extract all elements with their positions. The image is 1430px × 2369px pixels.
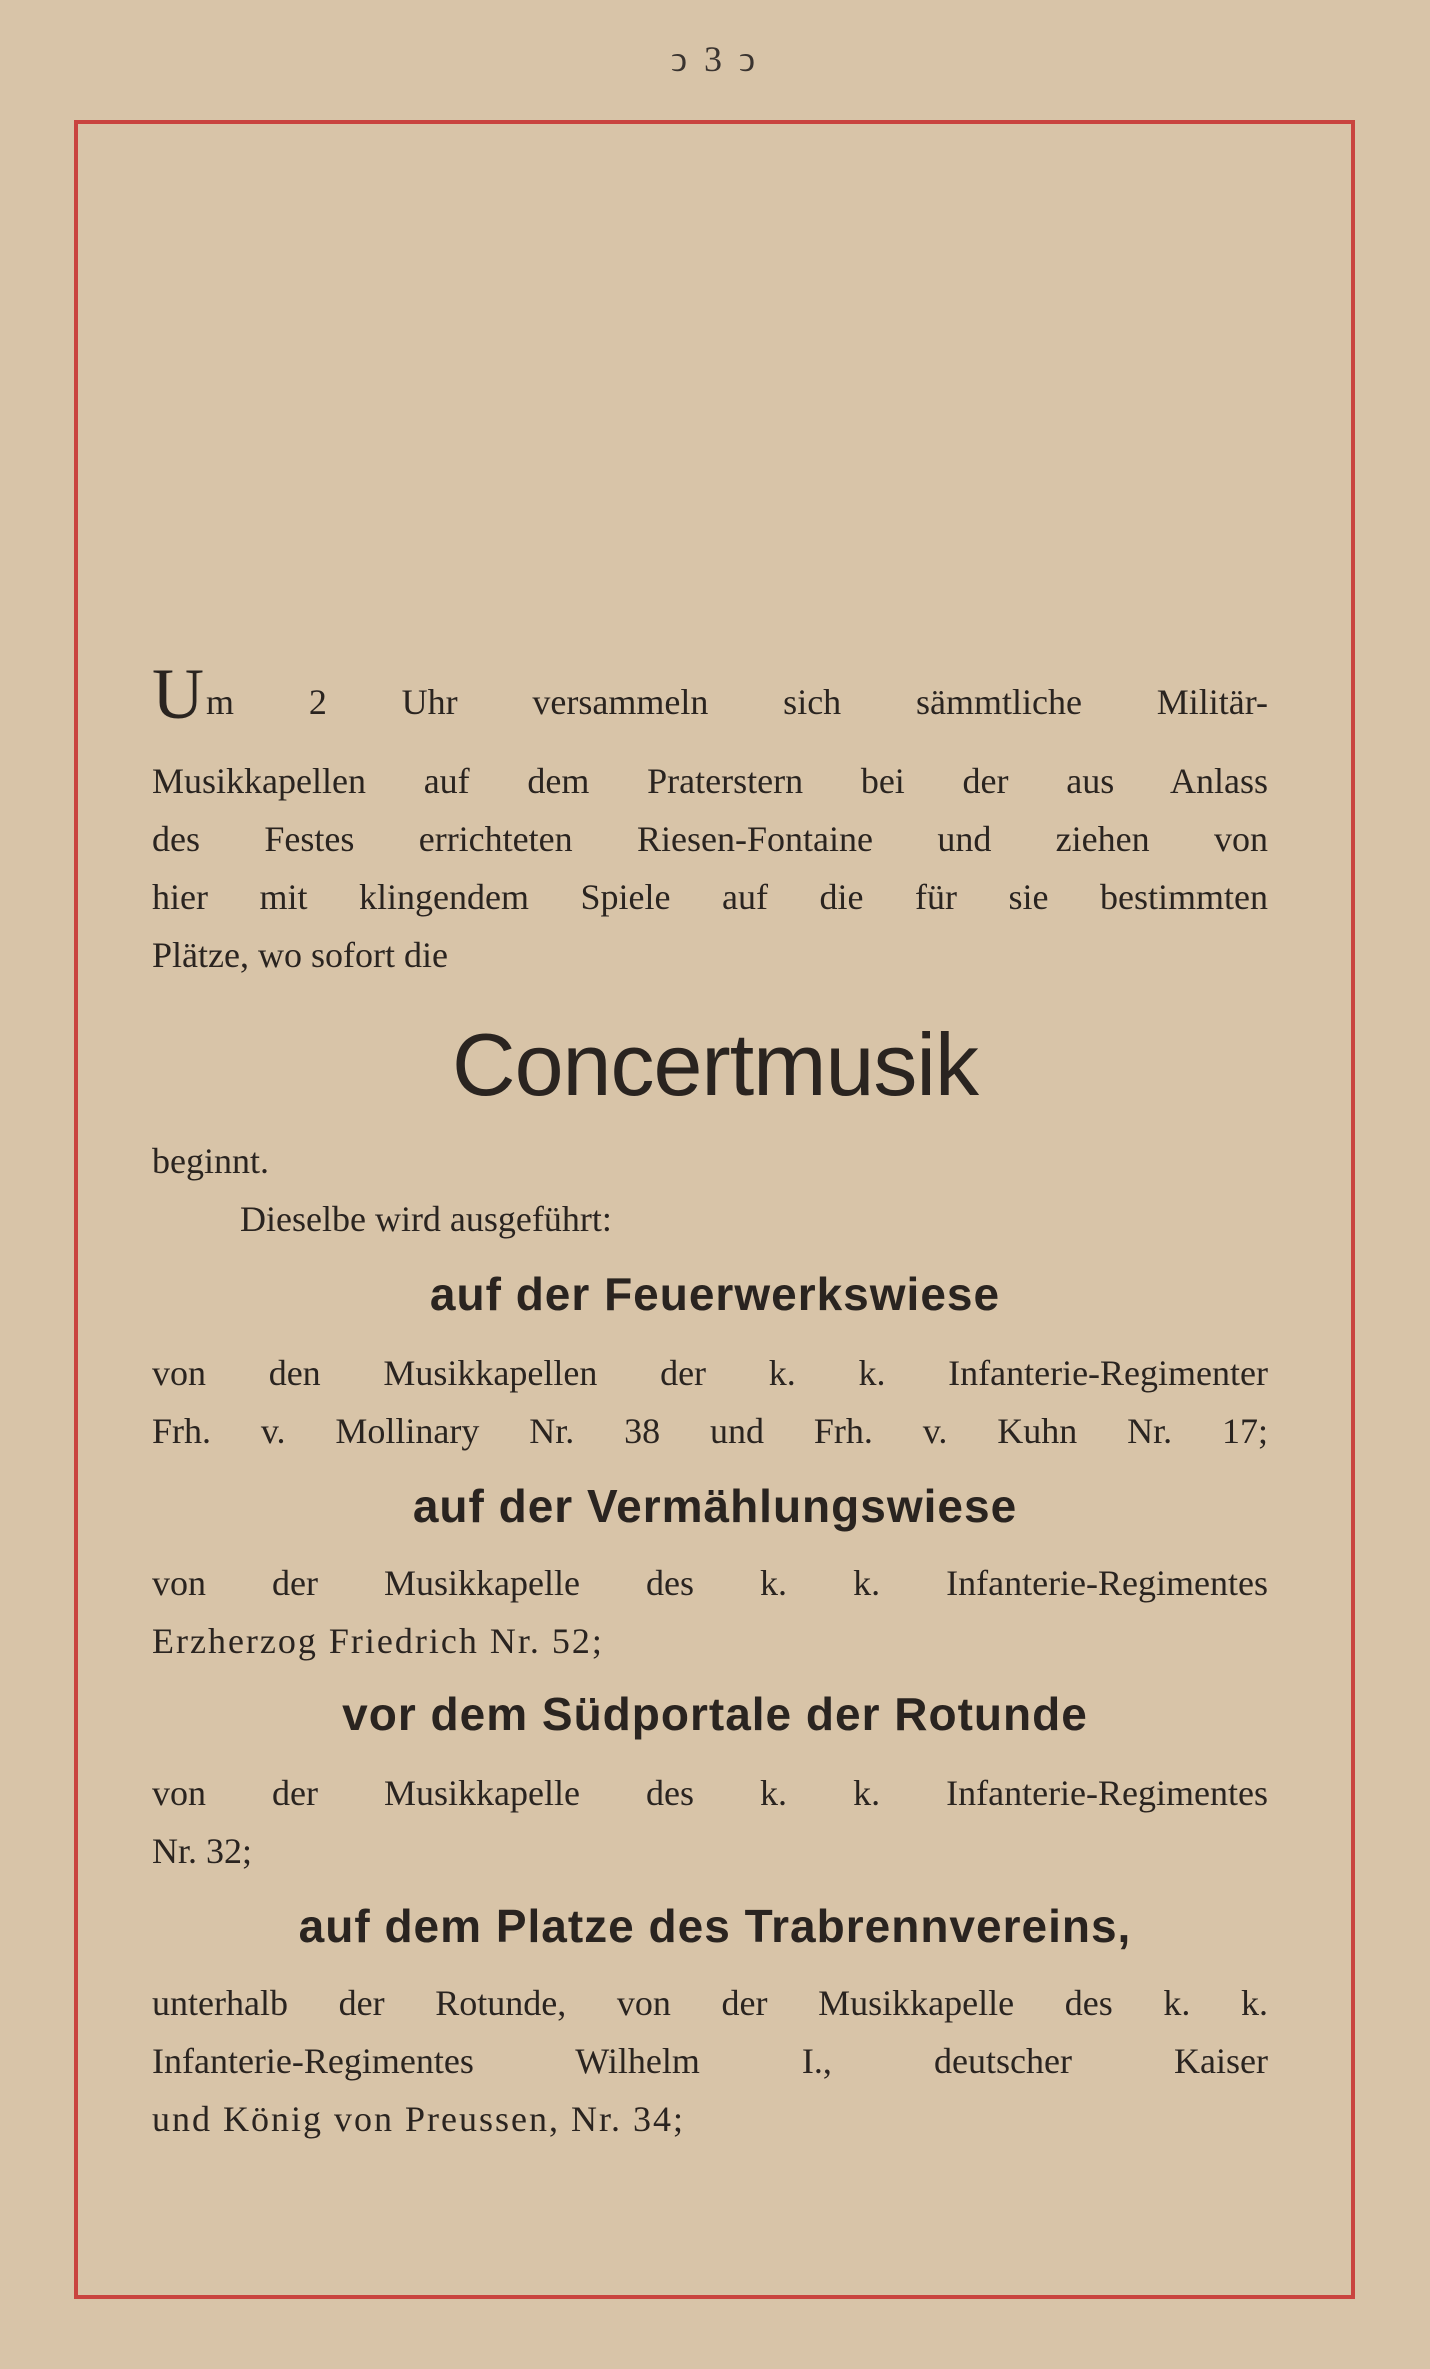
intro-line-4: hier mit klingendem Spiele auf die für sie bestimmten — [152, 877, 1268, 917]
page-number: ↄ 3 ↄ — [671, 39, 759, 79]
section-2-line-2: Erzherzog Friedrich Nr. 52; — [152, 1621, 604, 1661]
section-heading-vermaehlungswiese: auf der Vermählungswiese — [412, 1480, 1018, 1532]
intro-line-3: des Festes errichteten Riesen-Fontaine und ziehen von — [152, 819, 1268, 859]
section-heading-trabrennverein: auf dem Platze des Trabrennvereins, — [298, 1900, 1132, 1952]
dropcap: U — [152, 654, 204, 734]
intro-line-5: Plätze, wo sofort die — [152, 935, 448, 975]
section-1-line-2: Frh. v. Mollinary Nr. 38 und Frh. v. Kuhn Nr. 17; — [152, 1411, 1268, 1451]
concertmusik-title: Concertmusik — [452, 1015, 978, 1114]
intro-line-2: Musikkapellen auf dem Praterstern bei der aus Anlass — [152, 761, 1268, 801]
after-title-text: beginnt. — [152, 1141, 269, 1181]
intro-line-1 — [152, 654, 1268, 734]
section-3-line-2: Nr. 32; — [152, 1831, 253, 1871]
section-3-line-1: von der Musikkapelle des k. k. Infanterie-Regimentes — [152, 1773, 1268, 1813]
section-4-line-2: Infanterie-Regimentes Wilhelm I., deutscher Kaiser — [152, 2041, 1268, 2081]
intro-line-1-text: m 2 Uhr versammeln sich sämmtliche Militär- — [206, 682, 1268, 722]
lead-text: Dieselbe wird ausgeführt: — [240, 1199, 612, 1239]
section-heading-feuerwerkswiese: auf der Feuerwerkswiese — [429, 1268, 1001, 1320]
section-1-line-1: von den Musikkapellen der k. k. Infanterie-Regimenter — [152, 1353, 1268, 1393]
section-4-line-3: und König von Preussen, Nr. 34; — [152, 2099, 685, 2139]
section-heading-suedportale: vor dem Südportale der Rotunde — [342, 1688, 1088, 1740]
section-2-line-1: von der Musikkapelle des k. k. Infanterie-Regimentes — [152, 1563, 1268, 1603]
section-4-line-1: unterhalb der Rotunde, von der Musikkapelle des k. k. — [152, 1983, 1268, 2023]
